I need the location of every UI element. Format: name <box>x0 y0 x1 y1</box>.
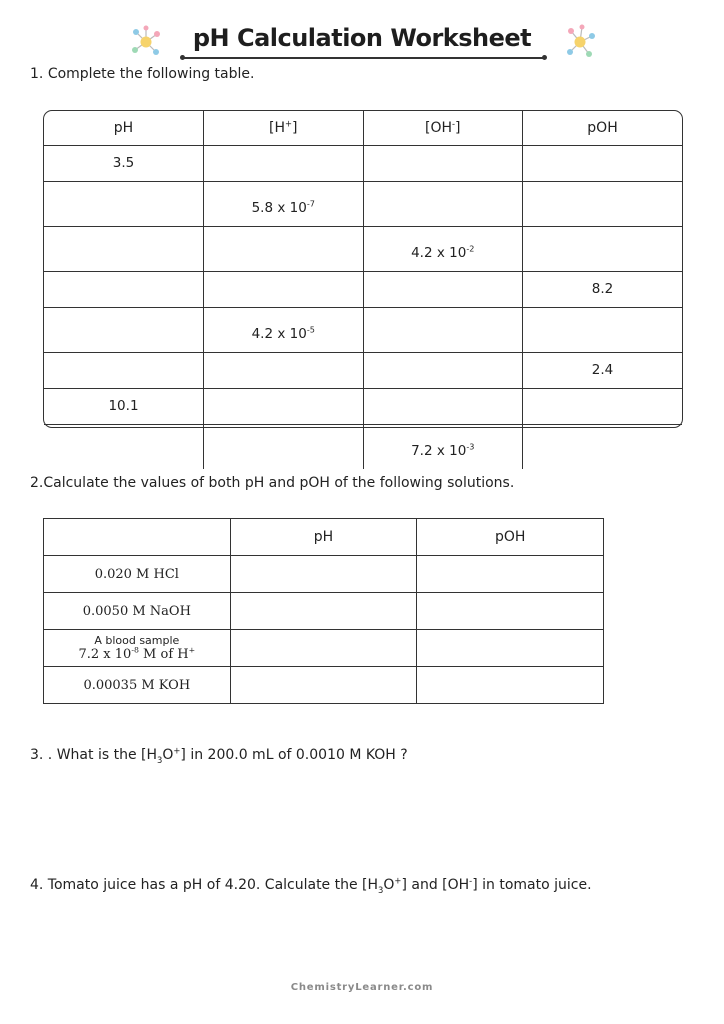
header-h-concentration: [H+] <box>204 111 364 146</box>
answer-cell <box>44 227 204 272</box>
table-row <box>44 182 682 227</box>
answer-cell <box>417 556 604 593</box>
question-4: 4. Tomato juice has a pH of 4.20. Calculate the $[H_3O^+]$ and [OH-] in tomato juice. <box>30 875 592 895</box>
answer-cell <box>363 146 523 182</box>
answer-cell <box>204 146 364 182</box>
header-ph: pH <box>44 111 204 146</box>
answer-cell <box>363 389 523 425</box>
table-row <box>44 630 604 667</box>
title-underline <box>183 57 545 59</box>
ph-table <box>43 110 683 459</box>
solution-label: 0.020 M HCl <box>44 556 231 593</box>
answer-cell <box>417 593 604 630</box>
table-row <box>44 667 604 704</box>
answer-cell <box>230 593 417 630</box>
title-underline-dot-right <box>542 55 547 60</box>
answer-cell <box>204 272 364 308</box>
answer-cell <box>204 389 364 425</box>
answer-cell <box>230 667 417 704</box>
answer-cell <box>204 227 364 272</box>
footer-brand: ChemistryLearner.com <box>290 982 434 993</box>
header-oh-concentration: [OH-] <box>363 111 523 146</box>
table-row <box>44 425 682 470</box>
table-row <box>44 353 682 389</box>
answer-cell <box>363 182 523 227</box>
cell-oh-concentration: 4.2 x $10^{-2}$ <box>363 227 523 272</box>
solution-label: 0.00035 M KOH <box>44 667 231 704</box>
question-1: 1. Complete the following table. <box>30 66 255 82</box>
table-row <box>44 389 682 425</box>
molecule-icon-right <box>562 24 598 60</box>
cell-ph: 3.5 <box>44 146 204 182</box>
answer-cell <box>523 182 683 227</box>
cell-ph: 10.1 <box>44 389 204 425</box>
header-poh: pOH <box>523 111 683 146</box>
table-header-row <box>44 111 682 146</box>
solutions-table <box>43 518 604 704</box>
question-2: 2.Calculate the values of both pH and pOH of the following solutions. <box>30 475 515 491</box>
answer-cell <box>523 389 683 425</box>
page-title: pH Calculation Worksheet <box>192 24 532 52</box>
solution-label: 0.0050 M NaOH <box>44 593 231 630</box>
answer-cell <box>44 272 204 308</box>
cell-poh: 8.2 <box>523 272 683 308</box>
cell-poh: 2.4 <box>523 353 683 389</box>
answer-cell <box>417 667 604 704</box>
table-header-row <box>44 519 604 556</box>
answer-cell <box>417 630 604 667</box>
header-ph: pH <box>230 519 417 556</box>
answer-cell <box>523 227 683 272</box>
answer-cell <box>363 272 523 308</box>
cell-h-concentration: 4.2 x $10^{-5}$ <box>204 308 364 353</box>
cell-oh-concentration: 7.2 x $10^{-3}$ <box>363 425 523 470</box>
table-row <box>44 593 604 630</box>
answer-cell <box>523 425 683 470</box>
answer-cell <box>230 556 417 593</box>
answer-cell <box>230 630 417 667</box>
table-row <box>44 308 682 353</box>
answer-cell <box>523 146 683 182</box>
question-3: 3. . What is the $[H_3O^+]$ in 200.0 mL of 0.0010 M KOH ? <box>30 745 408 765</box>
table-row <box>44 227 682 272</box>
header-solution <box>44 519 231 556</box>
table-row <box>44 272 682 308</box>
answer-cell <box>204 425 364 470</box>
answer-cell <box>44 308 204 353</box>
solution-label: A blood sample 7.2 x $10^{-8}$ M of H+ <box>44 630 231 667</box>
answer-cell <box>204 353 364 389</box>
answer-cell <box>363 353 523 389</box>
table-row <box>44 556 604 593</box>
title-area <box>0 22 724 66</box>
answer-cell <box>44 353 204 389</box>
answer-cell <box>44 182 204 227</box>
answer-cell <box>363 308 523 353</box>
table-row <box>44 146 682 182</box>
cell-h-concentration: 5.8 x $10^{-7}$ <box>204 182 364 227</box>
header-poh: pOH <box>417 519 604 556</box>
answer-cell <box>523 308 683 353</box>
answer-cell <box>44 425 204 470</box>
